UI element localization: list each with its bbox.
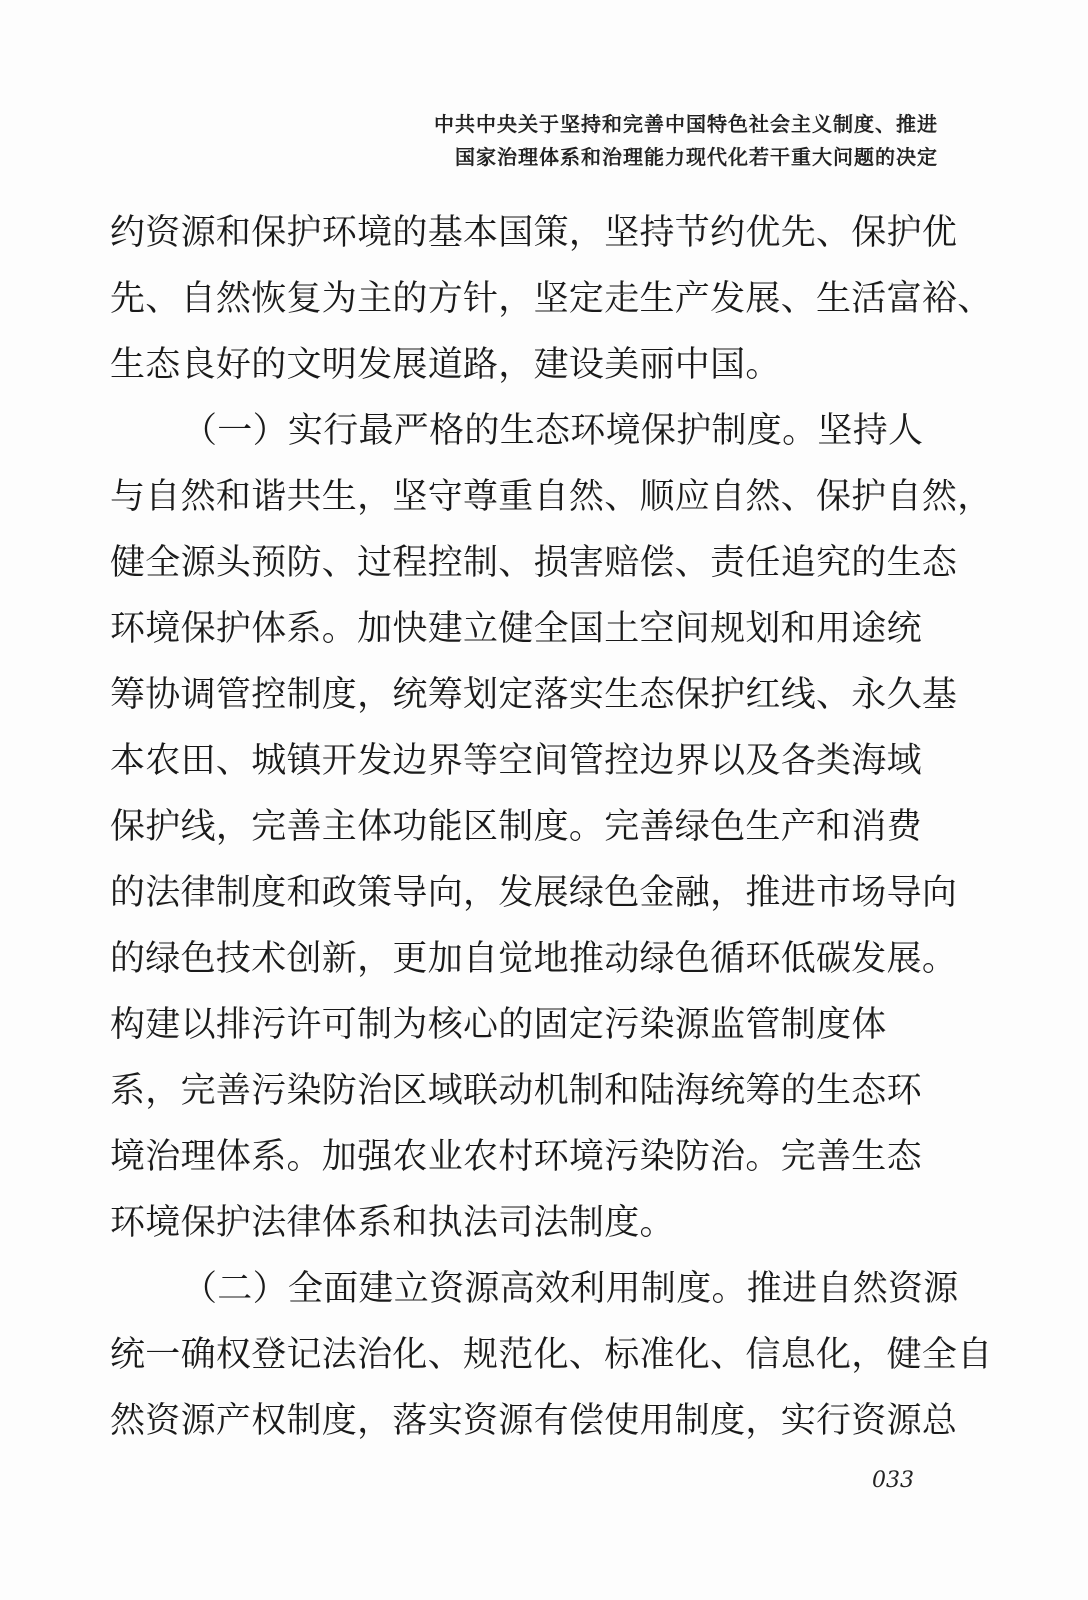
text-line: 然资源产权制度，落实资源有偿使用制度，实行资源总	[110, 1401, 958, 1441]
page-number: 033	[872, 1468, 914, 1493]
header-line-2: 国家治理体系和治理能力现代化若干重大问题的决定	[455, 145, 938, 169]
text-line: 健全源头预防、过程控制、损害赔偿、责任追究的生态	[110, 543, 958, 583]
running-header	[434, 108, 938, 174]
text-line: 境治理体系。加强农业农村环境污染防治。完善生态	[110, 1137, 922, 1177]
text-line: 先、自然恢复为主的方针，坚定走生产发展、生活富裕、	[110, 279, 993, 319]
body-text	[110, 200, 993, 1454]
text-line: 约资源和保护环境的基本国策，坚持节约优先、保护优	[110, 213, 958, 253]
text-line: 的绿色技术创新，更加自觉地推动绿色循环低碳发展。	[110, 939, 958, 979]
text-line: 统一确权登记法治化、规范化、标准化、信息化，健全自	[110, 1335, 993, 1375]
paragraph-heading-2: （二）全面建立资源高效利用制度。推进自然资源	[182, 1269, 959, 1309]
text-line: 筹协调管控制度，统筹划定落实生态保护红线、永久基	[110, 675, 958, 715]
text-line: 环境保护体系。加快建立健全国土空间规划和用途统	[110, 609, 922, 649]
text-line: 与自然和谐共生，坚守尊重自然、顺应自然、保护自然，	[110, 477, 993, 517]
text-line: 保护线，完善主体功能区制度。完善绿色生产和消费	[110, 807, 922, 847]
text-line: 的法律制度和政策导向，发展绿色金融，推进市场导向	[110, 873, 958, 913]
header-line-1: 中共中央关于坚持和完善中国特色社会主义制度、推进	[434, 112, 938, 136]
text-line: 环境保护法律体系和执法司法制度。	[110, 1203, 675, 1243]
text-line: 构建以排污许可制为核心的固定污染源监管制度体	[110, 1005, 887, 1045]
text-line: 生态良好的文明发展道路，建设美丽中国。	[110, 345, 781, 385]
text-line: 本农田、城镇开发边界等空间管控边界以及各类海域	[110, 741, 922, 781]
paragraph-heading-1: （一）实行最严格的生态环境保护制度。坚持人	[182, 411, 924, 451]
text-line: 系，完善污染防治区域联动机制和陆海统筹的生态环	[110, 1071, 922, 1111]
